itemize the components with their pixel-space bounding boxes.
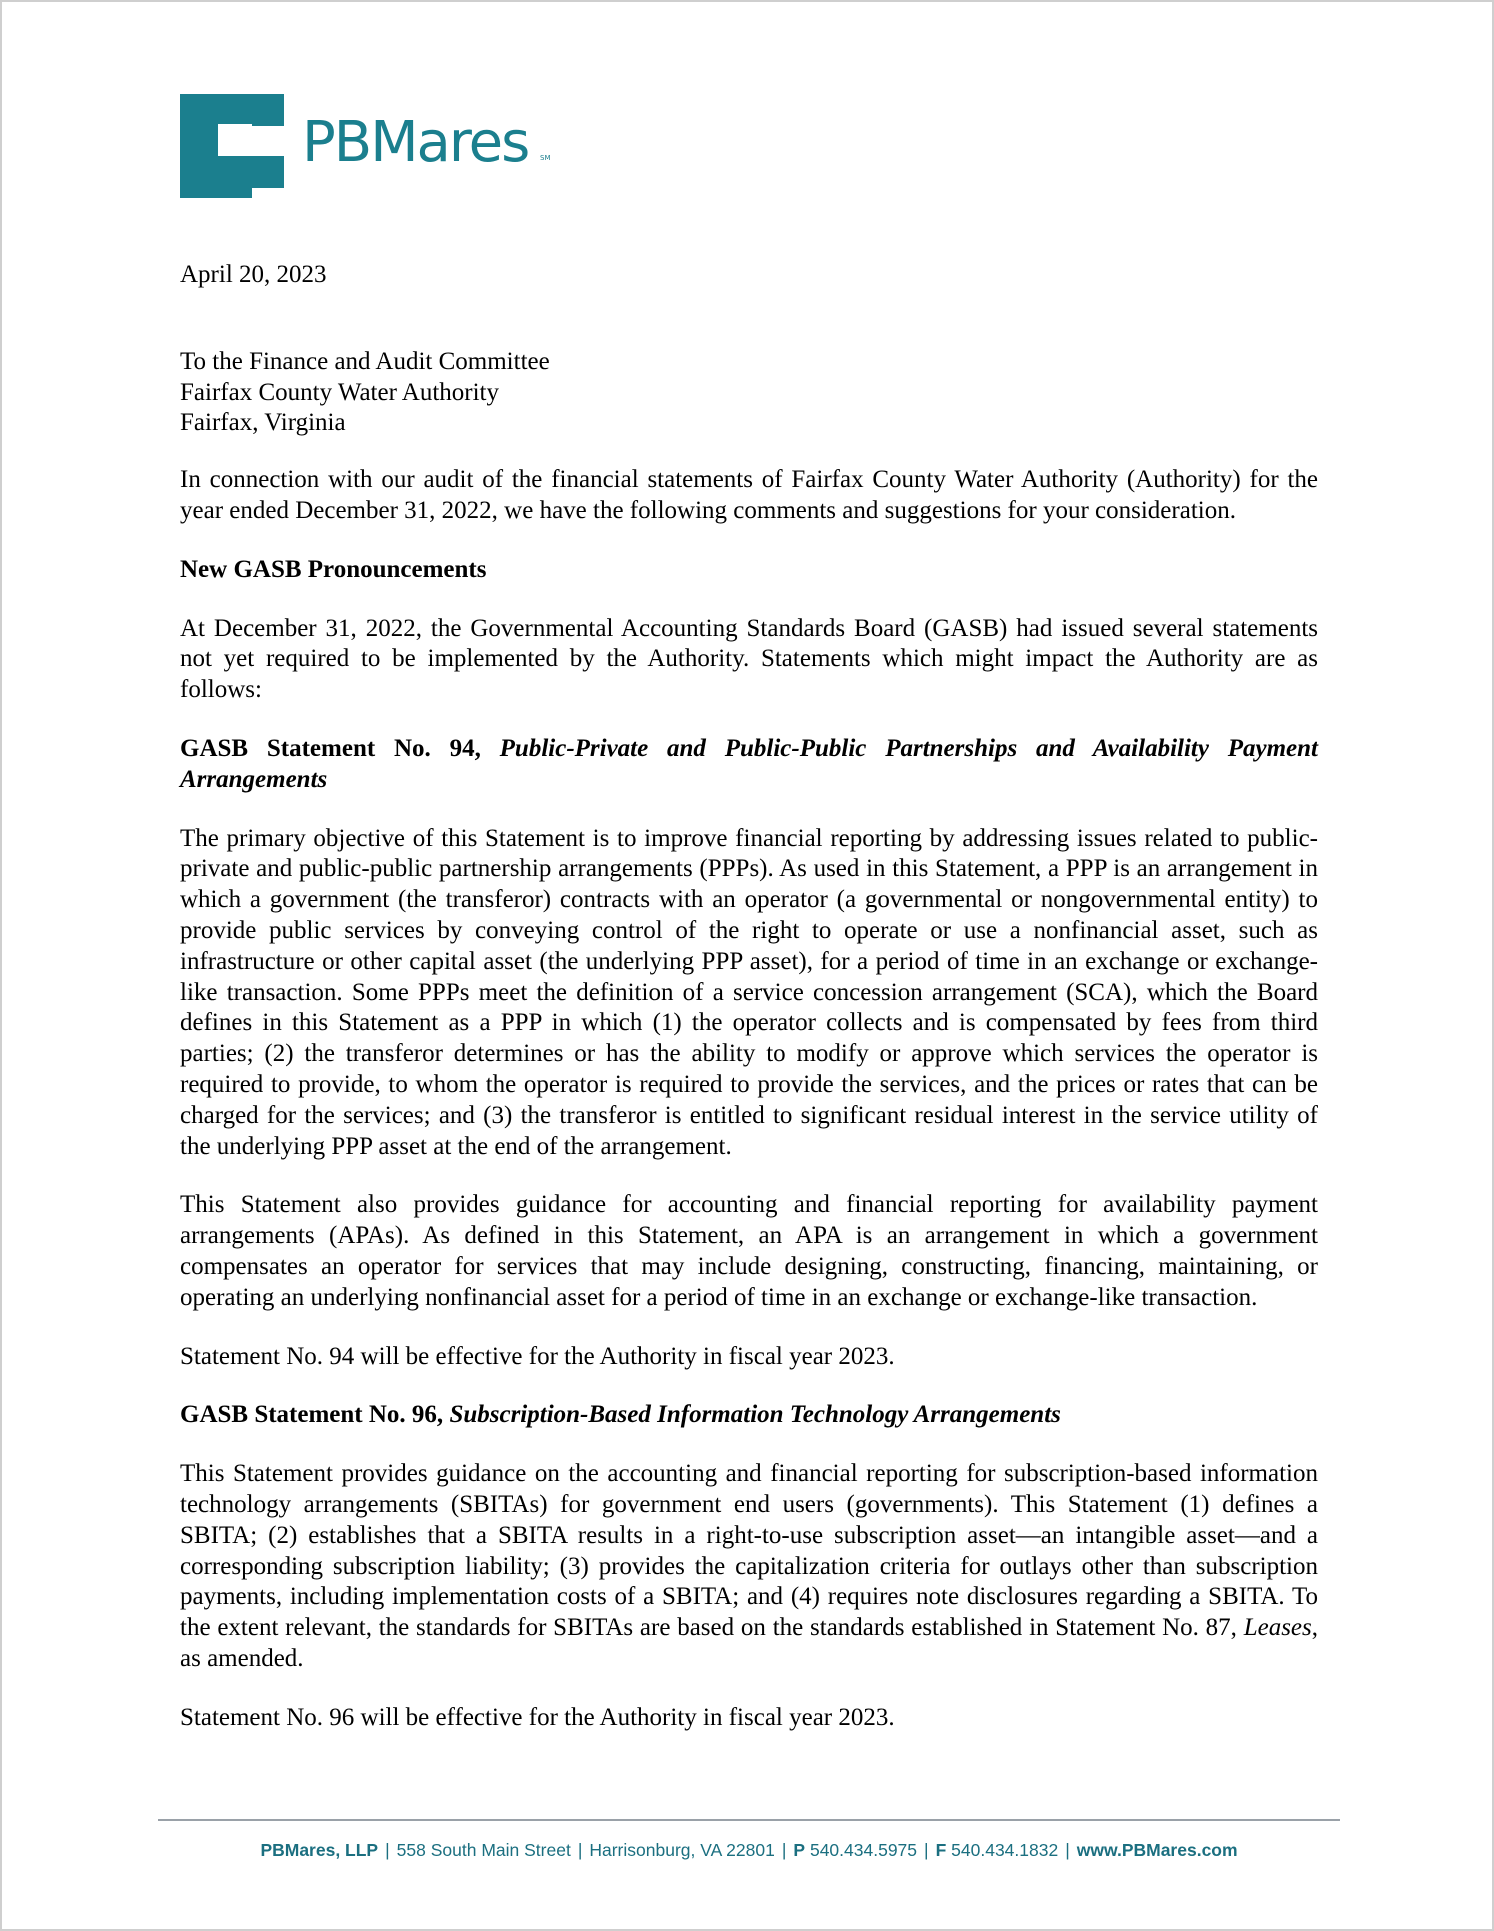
letter-date: April 20, 2023 xyxy=(180,261,327,288)
gasb96-paragraph-1 xyxy=(180,1459,1318,1675)
footer-fax-label: F xyxy=(935,1840,947,1860)
footer-separator: | xyxy=(781,1840,787,1860)
section-heading: New GASB Pronouncements xyxy=(180,555,487,583)
footer-separator: | xyxy=(577,1840,583,1860)
footer-fax: 540.434.1832 xyxy=(951,1840,1059,1860)
footer-separator: | xyxy=(1065,1840,1070,1860)
logo-wordmark: PBMares xyxy=(302,110,529,175)
gasb94-heading-title: Public-Private and Public-Public Partnerships and Availability Payment Arrangements xyxy=(180,734,1319,793)
footer-company: PBMares, LLP xyxy=(260,1840,379,1860)
gasb96-heading-title: Subscription-Based Information Technology Arrangements xyxy=(449,1401,1061,1429)
letterhead-footer xyxy=(2,1840,1494,1861)
footer-phone-label: P xyxy=(793,1840,806,1860)
footer-street: 558 South Main Street xyxy=(396,1840,571,1860)
footer-separator: | xyxy=(385,1840,390,1860)
gasb96-paragraph-text: This Statement provides guidance on the accounting and financial reporting for subscription-based information technology arrangements (SBITAs) for government end users (governments). This Statement (1) defines a SBITA; (2) establishes that a SBITA results in a right-to-use subscription asset—an intangible asset—and a corresponding subscription liability; (3) provides the capitalization criteria for outlays other than subscription payments, including implementation costs of a SBITA; and (4) requires note disclosures regarding a SBITA. To the extent relevant, the standards for SBITAs are based on the standards established in Statement No. 87, xyxy=(180,1460,1318,1642)
recipient-line-2: Fairfax County Water Authority xyxy=(180,378,500,406)
footer-website-link[interactable]: www.PBMares.com xyxy=(1076,1840,1238,1860)
footer-separator: | xyxy=(924,1840,929,1860)
gasb94-paragraph-2: This Statement also provides guidance for accounting and financial reporting for availability payment arrangements (APAs). As defined in this Statement, an APA is an arrangement in which a government compensates an operator for services that may include designing, constructing, financing, maintaining, or operating an underlying nonfinancial asset for a period of time in an exchange or exchange-like transaction. xyxy=(180,1191,1318,1311)
gasb96-effective: Statement No. 96 will be effective for the Authority in fiscal year 2023. xyxy=(180,1703,895,1731)
recipient-line-3: Fairfax, Virginia xyxy=(180,409,346,437)
gasb94-heading xyxy=(180,734,1318,796)
footer-phone: 540.434.5975 xyxy=(809,1840,918,1860)
pbmares-logo xyxy=(180,94,551,198)
gasb96-heading xyxy=(180,1400,1318,1431)
gasb94-effective: Statement No. 94 will be effective for the Authority in fiscal year 2023. xyxy=(180,1342,895,1370)
gasb96-paragraph-tail: , as amended. xyxy=(180,1614,1318,1672)
gasb94-paragraph-1: The primary objective of this Statement is to improve financial reporting by addressing issues related to public-private and public-public partnership arrangements (PPPs). As used in this Statement, a PPP is an arrangement in which a government (the transferor) contracts with an operator (a governmental or nongovernmental entity) to provide public services by conveying control of the right to operate or use a nonfinancial asset, such as infrastructure or other capital asset (the underlying PPP asset), for a period of time in an exchange or exchange-like transaction. Some PPPs meet the definition of a service concession arrangement (SCA), which the Board defines in this Statement as a PPP in which (1) the operator collects and is compensated by fees from third parties; (2) the transferor determines or has the ability to modify or approve which services the operator is required to provide, to whom the operator is required to provide the services, and the prices or rates that can be charged for the services; and (3) the transferor is entitled to significant residual interest in the service utility of the underlying PPP asset at the end of the arrangement. xyxy=(180,824,1318,1160)
intro-paragraph: In connection with our audit of the financial statements of Fairfax County Water Authority (Authority) for the year ended December 31, 2022, we have the following comments and suggestions for your consideration. xyxy=(180,466,1318,524)
gasb96-leases-italic: Leases xyxy=(1243,1614,1312,1642)
logo-mark-icon xyxy=(180,94,290,198)
letter-body xyxy=(180,260,1318,1733)
footer-city: Harrisonburg, VA 22801 xyxy=(589,1840,775,1860)
footer-divider xyxy=(158,1819,1340,1821)
recipient-line-1: To the Finance and Audit Committee xyxy=(180,347,550,375)
gasb94-heading-prefix: GASB Statement No. 94, xyxy=(180,734,500,762)
section-intro-paragraph: At December 31, 2022, the Governmental Accounting Standards Board (GASB) had issued several statements not yet required to be implemented by the Authority. Statements which might impact the Authority are as follows: xyxy=(180,614,1318,704)
logo-service-mark: SM xyxy=(540,154,551,162)
gasb96-heading-prefix: GASB Statement No. 96, xyxy=(180,1401,450,1429)
